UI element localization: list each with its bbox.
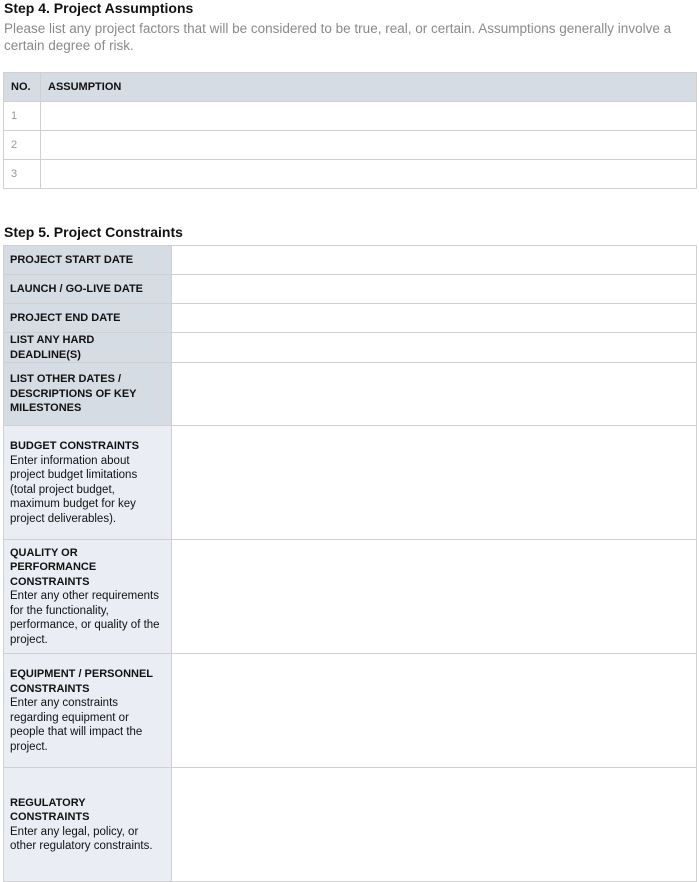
label-text: LAUNCH / GO-LIVE DATE xyxy=(10,282,144,295)
value-cell[interactable] xyxy=(172,246,697,275)
table-row xyxy=(4,333,697,363)
constraints-table xyxy=(3,245,697,882)
label-text: PROJECT END DATE xyxy=(10,311,121,324)
table-row xyxy=(4,131,697,160)
value-cell[interactable] xyxy=(172,540,697,654)
label-description: Enter any legal, policy, or other regulatory constraints. xyxy=(10,825,153,852)
column-header-no: NO. xyxy=(4,73,41,102)
assumption-cell[interactable] xyxy=(41,131,697,160)
row-label xyxy=(4,275,172,304)
table-row xyxy=(4,654,697,768)
label-description: Enter information about project budget limitations (total project budget, maximum budget for key project deliverables). xyxy=(10,454,138,525)
table-row xyxy=(4,246,697,275)
label-text: LIST OTHER DATES / DESCRIPTIONS OF KEY MILESTONES xyxy=(10,373,137,415)
assumption-cell[interactable] xyxy=(41,102,697,131)
step4-title: Step 4. Project Assumptions xyxy=(4,0,194,16)
value-cell[interactable] xyxy=(172,654,697,768)
assumption-cell[interactable] xyxy=(41,160,697,189)
label-text: BUDGET CONSTRAINTS xyxy=(10,440,139,452)
label-text: EQUIPMENT / PERSONNEL CONSTRAINTS xyxy=(10,668,153,695)
value-cell[interactable] xyxy=(172,768,697,882)
value-cell[interactable] xyxy=(172,304,697,333)
row-label xyxy=(4,768,172,882)
row-label xyxy=(4,333,172,363)
label-text: QUALITY OR PERFORMANCE CONSTRAINTS xyxy=(10,546,97,588)
table-row xyxy=(4,160,697,189)
table-header-row xyxy=(4,73,697,102)
row-number: 3 xyxy=(4,160,41,189)
label-description: Enter any other requirements for the functionality, performance, or quality of the project. xyxy=(10,590,160,646)
label-text: LIST ANY HARD DEADLINE(S) xyxy=(10,334,95,361)
label-text: REGULATORY CONSTRAINTS xyxy=(10,796,90,823)
row-label xyxy=(4,363,172,426)
column-header-assumption: ASSUMPTION xyxy=(41,73,697,102)
value-cell[interactable] xyxy=(172,275,697,304)
table-row xyxy=(4,102,697,131)
value-cell[interactable] xyxy=(172,363,697,426)
assumptions-table xyxy=(3,72,697,189)
step5-title: Step 5. Project Constraints xyxy=(4,224,183,240)
row-number: 1 xyxy=(4,102,41,131)
table-row xyxy=(4,426,697,540)
table-row xyxy=(4,275,697,304)
value-cell[interactable] xyxy=(172,426,697,540)
row-label xyxy=(4,654,172,768)
row-number: 2 xyxy=(4,131,41,160)
table-row xyxy=(4,363,697,426)
table-row xyxy=(4,768,697,882)
table-row xyxy=(4,540,697,654)
row-label xyxy=(4,246,172,275)
value-cell[interactable] xyxy=(172,333,697,363)
label-description: Enter any constraints regarding equipment or people that will impact the project. xyxy=(10,697,143,753)
row-label xyxy=(4,304,172,333)
row-label xyxy=(4,540,172,654)
row-label xyxy=(4,426,172,540)
step4-description: Please list any project factors that will be considered to be true, real, or certain. Assumptions generally involve a certain degree of risk. xyxy=(4,21,672,53)
label-text: PROJECT START DATE xyxy=(10,253,134,266)
table-row xyxy=(4,304,697,333)
